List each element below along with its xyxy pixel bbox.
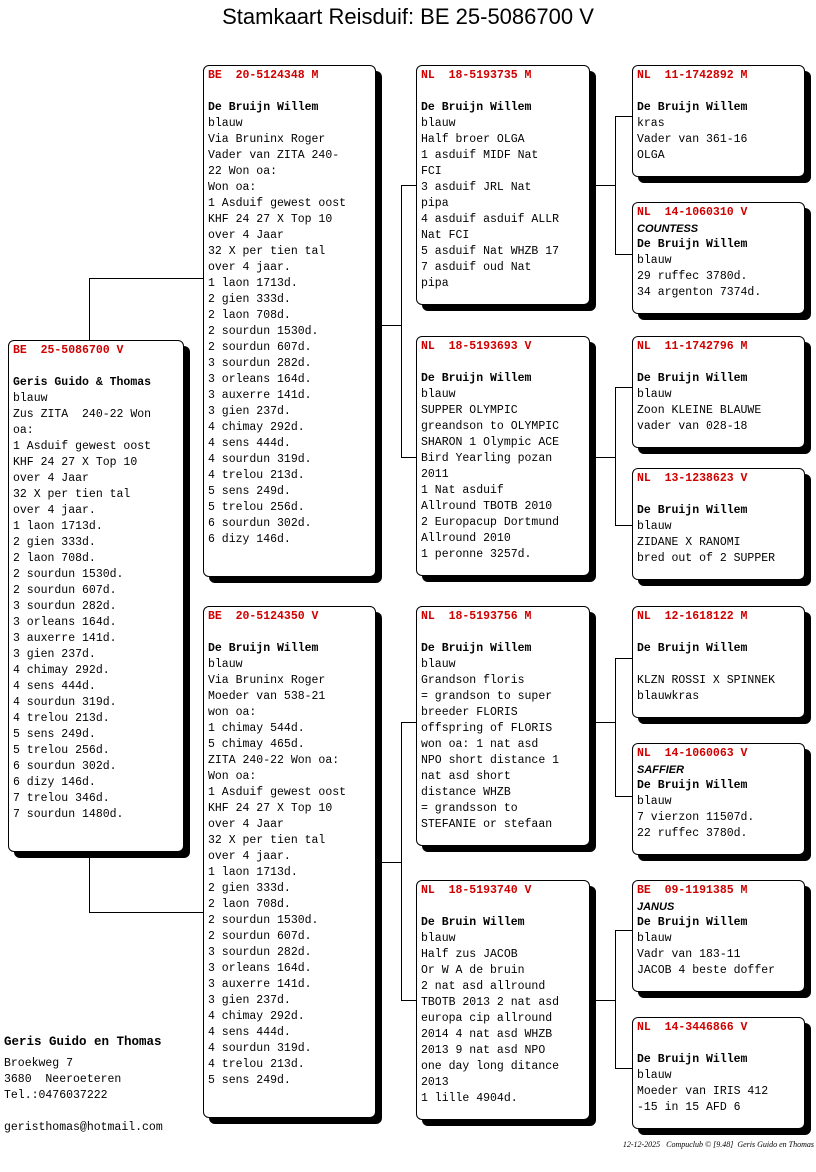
- ring-number: NL 14-1060063 V: [637, 747, 748, 760]
- info-line: JACOB 4 beste doffer: [637, 964, 776, 977]
- ring-number: NL 18-5193735 M: [421, 69, 532, 82]
- info-line: 4 chimay 292d.: [208, 1010, 305, 1023]
- info-line: 6 sourdun 302d.: [208, 517, 312, 530]
- info-line: 4 chimay 292d.: [13, 664, 110, 677]
- info-line: Allround 2010: [421, 532, 511, 545]
- info-line: NPO short distance 1: [421, 754, 560, 767]
- pigeon-card-father-father[interactable]: [416, 65, 590, 305]
- spacer: [421, 625, 585, 641]
- info-line: 2 laon 708d.: [208, 898, 291, 911]
- info-line: 3 asduif JRL Nat: [421, 181, 532, 194]
- info-line: greandson to OLYMPIC: [421, 420, 560, 433]
- connector: [590, 722, 615, 723]
- info-line: pipa: [421, 277, 449, 290]
- ring-number: BE 20-5124348 M: [208, 69, 319, 82]
- connector: [89, 852, 90, 912]
- pigeon-name: JANUS: [637, 901, 675, 913]
- owner-street: Broekweg 7: [4, 1057, 74, 1070]
- info-line: blauw: [637, 254, 672, 267]
- info-line: oa:: [13, 424, 34, 437]
- info-line: 2 gien 333d.: [208, 293, 291, 306]
- info-line: 7 trelou 346d.: [13, 792, 110, 805]
- info-line: Nat FCI: [421, 229, 470, 242]
- info-line: pipa: [421, 197, 449, 210]
- pigeon-card-mmf[interactable]: [632, 880, 805, 992]
- info-line: blauw: [421, 388, 456, 401]
- connector: [401, 722, 402, 1000]
- info-line: blauw: [208, 117, 243, 130]
- info-line: blauw: [208, 658, 243, 671]
- breeder-name: Geris Guido & Thomas: [13, 376, 152, 389]
- spacer: [637, 1036, 800, 1052]
- info-line: 6 sourdun 302d.: [13, 760, 117, 773]
- info-line: over 4 jaar.: [208, 261, 291, 274]
- connector: [89, 278, 204, 279]
- info-line: 1 Nat asduif: [421, 484, 504, 497]
- info-line: 2 Europacup Dortmund: [421, 516, 560, 529]
- info-line: 2013 9 nat asd NPO: [421, 1044, 546, 1057]
- info-line: blauw: [421, 932, 456, 945]
- info-line: europa cip allround: [421, 1012, 553, 1025]
- info-line: 2 gien 333d.: [208, 882, 291, 895]
- spacer: [637, 487, 800, 503]
- info-line: Vadr van 183-11: [637, 948, 741, 961]
- info-line: 3 orleans 164d.: [13, 616, 117, 629]
- footer-text: 12-12-2025 Compuclub © [9.48] Geris Guido en Thomas: [622, 1140, 814, 1149]
- connector: [89, 278, 90, 340]
- info-line: 3 gien 237d.: [13, 648, 96, 661]
- info-line: 5 sens 249d.: [208, 485, 291, 498]
- info-line: over 4 Jaar: [208, 818, 284, 831]
- page-title: Stamkaart Reisduif: BE 25-5086700 V: [222, 4, 594, 29]
- info-line: 3 auxerre 141d.: [13, 632, 117, 645]
- breeder-name: De Bruijn Willem: [637, 504, 748, 517]
- info-line: 2 sourdun 1530d.: [13, 568, 124, 581]
- owner-name: Geris Guido en Thomas: [4, 1035, 162, 1049]
- breeder-name: De Bruijn Willem: [421, 642, 532, 655]
- info-line: 4 sens 444d.: [13, 680, 96, 693]
- info-line: over 4 jaar.: [208, 850, 291, 863]
- info-line: 34 argenton 7374d.: [637, 286, 762, 299]
- info-line: FCI: [421, 165, 442, 178]
- info-line: Zus ZITA 240-22 Won: [13, 408, 152, 421]
- info-line: 2 sourdun 1530d.: [208, 325, 319, 338]
- connector: [401, 457, 417, 458]
- info-line: 4 chimay 292d.: [208, 421, 305, 434]
- owner-info: [4, 1034, 163, 1136]
- connector: [590, 185, 615, 186]
- spacer: [421, 899, 585, 915]
- connector: [401, 722, 417, 723]
- ring-number: NL 11-1742796 M: [637, 340, 748, 353]
- spacer: [208, 84, 371, 100]
- info-line: 2011: [421, 468, 449, 481]
- owner-phone: Tel.:0476037222: [4, 1089, 108, 1102]
- pigeon-card-mff[interactable]: [632, 606, 805, 718]
- info-line: 5 sens 249d.: [208, 1074, 291, 1087]
- connector: [590, 457, 615, 458]
- info-line: 2 laon 708d.: [208, 309, 291, 322]
- connector: [89, 912, 204, 913]
- info-line: 5 asduif Nat WHZB 17: [421, 245, 560, 258]
- info-line: [637, 657, 800, 673]
- info-line: 3 orleans 164d.: [208, 962, 312, 975]
- connector: [615, 658, 616, 796]
- spacer: [637, 84, 800, 100]
- spacer: [637, 625, 800, 641]
- breeder-name: De Bruijn Willem: [421, 372, 532, 385]
- breeder-name: De Bruijn Willem: [637, 101, 748, 114]
- info-line: 3 sourdun 282d.: [208, 946, 312, 959]
- spacer: [421, 84, 585, 100]
- pigeon-card-mother-father[interactable]: [416, 606, 590, 846]
- info-line: 4 trelou 213d.: [208, 1058, 305, 1071]
- info-line: KHF 24 27 X Top 10: [208, 213, 333, 226]
- ring-number: NL 11-1742892 M: [637, 69, 748, 82]
- info-line: Moeder van IRIS 412: [637, 1085, 769, 1098]
- connector: [401, 185, 417, 186]
- pigeon-name: COUNTESS: [637, 223, 699, 235]
- info-line: 1 Asduif gewest oost: [208, 197, 347, 210]
- ring-number: NL 14-3446866 V: [637, 1021, 748, 1034]
- info-line: 5 trelou 256d.: [13, 744, 110, 757]
- info-line: 2 nat asd allround: [421, 980, 546, 993]
- info-line: 7 vierzon 11507d.: [637, 811, 755, 824]
- info-line: 2 sourdun 607d.: [208, 930, 312, 943]
- info-line: 4 sens 444d.: [208, 437, 291, 450]
- info-line: distance WHZB: [421, 786, 511, 799]
- info-line: 2 sourdun 607d.: [13, 584, 117, 597]
- info-line: over 4 Jaar: [208, 229, 284, 242]
- info-line: Or W A de bruin: [421, 964, 525, 977]
- info-line: 32 X per tien tal: [208, 245, 326, 258]
- info-line: 1 lille 4904d.: [421, 1092, 518, 1105]
- info-line: Via Bruninx Roger: [208, 133, 326, 146]
- info-line: over 4 jaar.: [13, 504, 96, 517]
- info-line: 7 asduif oud Nat: [421, 261, 532, 274]
- info-line: 2014 4 nat asd WHZB: [421, 1028, 553, 1041]
- pigeon-card-mmm[interactable]: [632, 1017, 805, 1129]
- info-line: 1 laon 1713d.: [208, 277, 298, 290]
- info-line: Via Bruninx Roger: [208, 674, 326, 687]
- info-line: 5 chimay 465d.: [208, 738, 305, 751]
- breeder-name: De Bruin Willem: [421, 916, 525, 929]
- connector: [401, 1000, 417, 1001]
- info-line: blauw: [637, 932, 672, 945]
- info-line: 1 Asduif gewest oost: [13, 440, 152, 453]
- connector: [615, 930, 632, 931]
- info-line: 4 trelou 213d.: [208, 469, 305, 482]
- pigeon-card-fff[interactable]: [632, 65, 805, 177]
- info-line: 3 sourdun 282d.: [13, 600, 117, 613]
- ring-number: BE 09-1191385 M: [637, 884, 748, 897]
- info-line: 2 laon 708d.: [13, 552, 96, 565]
- spacer: [13, 359, 179, 375]
- breeder-name: De Bruijn Willem: [637, 642, 748, 655]
- info-line: 2013: [421, 1076, 449, 1089]
- info-line: 29 ruffec 3780d.: [637, 270, 748, 283]
- spacer: [421, 355, 585, 371]
- info-line: 3 auxerre 141d.: [208, 389, 312, 402]
- info-line: offspring of FLORIS: [421, 722, 553, 735]
- connector: [615, 387, 632, 388]
- connector: [615, 525, 632, 526]
- ring-number: NL 18-5193693 V: [421, 340, 532, 353]
- info-line: blauw: [637, 1069, 672, 1082]
- info-line: 5 sens 249d.: [13, 728, 96, 741]
- pigeon-card-fmm[interactable]: [632, 468, 805, 580]
- info-line: bred out of 2 SUPPER: [637, 552, 776, 565]
- breeder-name: De Bruijn Willem: [637, 372, 748, 385]
- info-line: 4 sourdun 319d.: [208, 1042, 312, 1055]
- connector: [401, 185, 402, 457]
- info-line: OLGA: [637, 149, 665, 162]
- info-line: Grandson floris: [421, 674, 525, 687]
- owner-city: 3680 Neeroeteren: [4, 1073, 122, 1086]
- info-line: 4 sourdun 319d.: [13, 696, 117, 709]
- info-line: 3 orleans 164d.: [208, 373, 312, 386]
- connector: [615, 930, 616, 1068]
- spacer: [637, 355, 800, 371]
- connector: [615, 796, 632, 797]
- info-line: 2 gien 333d.: [13, 536, 96, 549]
- pigeon-card-father[interactable]: [203, 65, 376, 577]
- info-line: nat asd short: [421, 770, 511, 783]
- pigeon-card-mother-mother[interactable]: [416, 880, 590, 1120]
- pigeon-card-father-mother[interactable]: [416, 336, 590, 576]
- info-line: 1 laon 1713d.: [208, 866, 298, 879]
- info-line: Zoon KLEINE BLAUWE: [637, 404, 762, 417]
- connector: [615, 116, 616, 254]
- connector: [590, 1000, 615, 1001]
- info-line: Vader van ZITA 240-: [208, 149, 340, 162]
- pigeon-card-subject[interactable]: [8, 340, 184, 852]
- info-line: blauwkras: [637, 690, 700, 703]
- info-line: Won oa:: [208, 770, 257, 783]
- info-line: 32 X per tien tal: [13, 488, 131, 501]
- info-line: Won oa:: [208, 181, 257, 194]
- info-line: blauw: [421, 117, 456, 130]
- ring-number: NL 13-1238623 V: [637, 472, 748, 485]
- info-line: 2 sourdun 1530d.: [208, 914, 319, 927]
- info-line: KLZN ROSSI X SPINNEK: [637, 674, 776, 687]
- info-line: kras: [637, 117, 665, 130]
- spacer: [208, 625, 371, 641]
- ring-number: NL 12-1618122 M: [637, 610, 748, 623]
- ring-number: NL 18-5193756 M: [421, 610, 532, 623]
- owner-email[interactable]: geristhomas@hotmail.com: [4, 1121, 163, 1134]
- info-line: = grandson to super: [421, 690, 553, 703]
- connector: [376, 862, 401, 863]
- info-line: 4 sourdun 319d.: [208, 453, 312, 466]
- info-line: -15 in 15 AFD 6: [637, 1101, 741, 1114]
- info-line: blauw: [637, 795, 672, 808]
- ring-number: BE 20-5124350 V: [208, 610, 319, 623]
- info-line: 1 Asduif gewest oost: [208, 786, 347, 799]
- info-line: = grandsson to: [421, 802, 518, 815]
- info-line: 1 asduif MIDF Nat: [421, 149, 539, 162]
- info-line: blauw: [637, 388, 672, 401]
- info-line: 22 Won oa:: [208, 165, 278, 178]
- pigeon-card-mother[interactable]: [203, 606, 376, 1118]
- info-line: 4 asduif asduif ALLR: [421, 213, 560, 226]
- info-line: breeder FLORIS: [421, 706, 518, 719]
- ring-number: BE 25-5086700 V: [13, 344, 124, 357]
- info-line: 32 X per tien tal: [208, 834, 326, 847]
- connector: [615, 1068, 632, 1069]
- info-line: 3 sourdun 282d.: [208, 357, 312, 370]
- info-line: 2 sourdun 607d.: [208, 341, 312, 354]
- info-line: 1 peronne 3257d.: [421, 548, 532, 561]
- breeder-name: De Bruijn Willem: [637, 238, 748, 251]
- info-line: 4 sens 444d.: [208, 1026, 291, 1039]
- pigeon-card-ffm[interactable]: [632, 202, 805, 314]
- info-line: SHARON 1 Olympic ACE: [421, 436, 560, 449]
- pigeon-name: SAFFIER: [637, 764, 685, 776]
- info-line: blauw: [637, 520, 672, 533]
- info-line: won oa:: [208, 706, 257, 719]
- info-line: over 4 Jaar: [13, 472, 89, 485]
- info-line: STEFANIE or stefaan: [421, 818, 553, 831]
- info-line: 3 gien 237d.: [208, 994, 291, 1007]
- breeder-name: De Bruijn Willem: [637, 916, 748, 929]
- info-line: 1 chimay 544d.: [208, 722, 305, 735]
- info-line: 3 auxerre 141d.: [208, 978, 312, 991]
- info-line: blauw: [421, 658, 456, 671]
- info-line: Bird Yearling pozan: [421, 452, 553, 465]
- ring-number: NL 14-1060310 V: [637, 206, 748, 219]
- pigeon-card-mfm[interactable]: [632, 743, 805, 855]
- info-line: ZITA 240-22 Won oa:: [208, 754, 340, 767]
- info-line: Moeder van 538-21: [208, 690, 326, 703]
- info-line: 6 dizy 146d.: [13, 776, 96, 789]
- connector: [615, 658, 632, 659]
- info-line: blauw: [13, 392, 48, 405]
- info-line: 7 sourdun 1480d.: [13, 808, 124, 821]
- info-line: TBOTB 2013 2 nat asd: [421, 996, 560, 1009]
- info-line: KHF 24 27 X Top 10: [13, 456, 138, 469]
- info-line: ZIDANE X RANOMI: [637, 536, 741, 549]
- info-line: Half zus JACOB: [421, 948, 518, 961]
- info-line: SUPPER OLYMPIC: [421, 404, 518, 417]
- info-line: vader van 028-18: [637, 420, 748, 433]
- ring-number: NL 18-5193740 V: [421, 884, 532, 897]
- info-line: Vader van 361-16: [637, 133, 748, 146]
- pigeon-card-fmf[interactable]: [632, 336, 805, 448]
- info-line: 5 trelou 256d.: [208, 501, 305, 514]
- connector: [615, 116, 632, 117]
- breeder-name: De Bruijn Willem: [208, 642, 319, 655]
- info-line: one day long ditance: [421, 1060, 560, 1073]
- connector: [615, 387, 616, 525]
- breeder-name: De Bruijn Willem: [637, 779, 748, 792]
- breeder-name: De Bruijn Willem: [208, 101, 319, 114]
- info-line: 22 ruffec 3780d.: [637, 827, 748, 840]
- breeder-name: De Bruijn Willem: [421, 101, 532, 114]
- info-line: Allround TBOTB 2010: [421, 500, 553, 513]
- info-line: Half broer OLGA: [421, 133, 525, 146]
- info-line: won oa: 1 nat asd: [421, 738, 539, 751]
- info-line: 6 dizy 146d.: [208, 533, 291, 546]
- info-line: 1 laon 1713d.: [13, 520, 103, 533]
- info-line: KHF 24 27 X Top 10: [208, 802, 333, 815]
- breeder-name: De Bruijn Willem: [637, 1053, 748, 1066]
- info-line: 4 trelou 213d.: [13, 712, 110, 725]
- info-line: 3 gien 237d.: [208, 405, 291, 418]
- connector: [376, 325, 401, 326]
- connector: [615, 254, 632, 255]
